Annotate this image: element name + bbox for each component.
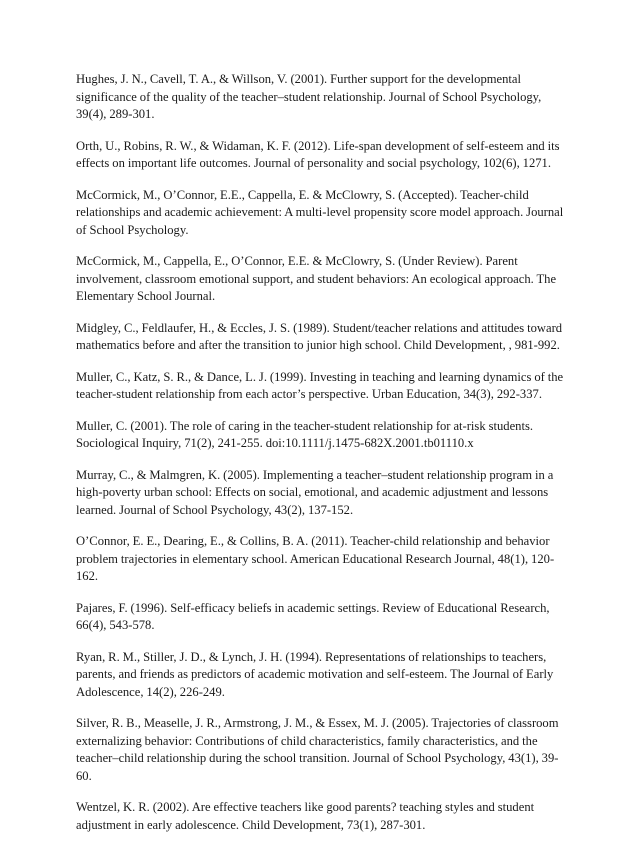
reference-line: significance of the quality of the teacher–student relationship. Journal of School Psychology, xyxy=(76,89,542,104)
reference-entry xyxy=(76,649,572,702)
reference-line: Murray, C., & Malmgren, K. (2005). Implementing a teacher–student relationship program in a xyxy=(76,467,554,482)
reference-entry xyxy=(76,467,572,520)
reference-entry xyxy=(76,71,572,124)
reference-line: Elementary School Journal. xyxy=(76,289,216,303)
reference-line: Silver, R. B., Measelle, J. R., Armstrong, J. M., & Essex, M. J. (2005). Trajectories of classroom xyxy=(76,716,559,730)
reference-entry xyxy=(76,533,572,586)
reference-line: McCormick, M., O’Connor, E.E., Cappella, E. & McClowry, S. (Accepted). Teacher-child xyxy=(76,187,529,202)
reference-line: of School Psychology. xyxy=(76,222,189,237)
reference-line: problem trajectories in elementary school. American Educational Research Journal, 48(1), 120- xyxy=(76,551,555,566)
reference-line: mathematics before and after the transition to junior high school. Child Development, , 981-992. xyxy=(76,338,560,352)
reference-line: Orth, U., Robins, R. W., & Widaman, K. F. (2012). Life-span development of self-esteem and its xyxy=(76,138,560,153)
reference-list xyxy=(76,71,572,848)
reference-entry xyxy=(76,187,572,240)
reference-line: Pajares, F. (1996). Self-efficacy beliefs in academic settings. Review of Educational Research, xyxy=(76,600,550,615)
reference-line: teacher–child relationship during the school transition. Journal of School Psychology, 43(1), 39- xyxy=(76,751,559,765)
reference-line: effects on important life outcomes. Journal of personality and social psychology, 102(6), 1271. xyxy=(76,156,552,170)
reference-entry xyxy=(76,138,572,173)
reference-line: Sociological Inquiry, 71(2), 241-255. doi:10.1111/j.1475-682X.2001.tb01110.x xyxy=(76,436,474,450)
reference-entry xyxy=(76,320,572,355)
reference-line: Wentzel, K. R. (2002). Are effective teachers like good parents? teaching styles and student xyxy=(76,800,535,814)
reference-entry xyxy=(76,369,572,404)
reference-entry xyxy=(76,600,572,635)
reference-line: Hughes, J. N., Cavell, T. A., & Willson, V. (2001). Further support for the developmental xyxy=(76,72,522,86)
reference-line: 60. xyxy=(76,768,92,783)
reference-line: high-poverty urban school: Effects on social, emotional, and academic adjustment and lessons xyxy=(76,485,549,499)
reference-line: Ryan, R. M., Stiller, J. D., & Lynch, J. H. (1994). Representations of relationships to teachers, xyxy=(76,649,547,664)
reference-line: parents, and friends as predictors of academic motivation and self-esteem. The Journal of Early xyxy=(76,667,554,681)
reference-entry xyxy=(76,253,572,306)
reference-line: learned. Journal of School Psychology, 43(2), 137-152. xyxy=(76,502,354,517)
reference-entry xyxy=(76,799,572,834)
reference-line: 66(4), 543-578. xyxy=(76,618,155,632)
reference-entry xyxy=(76,418,572,453)
reference-line: externalizing behavior: Contributions of child characteristics, family characteristics, and the xyxy=(76,733,538,748)
reference-entry xyxy=(76,715,572,785)
reference-line: Muller, C. (2001). The role of caring in the teacher-student relationship for at-risk students. xyxy=(76,418,534,433)
reference-line: Midgley, C., Feldlaufer, H., & Eccles, J. S. (1989). Student/teacher relations and attitudes toward xyxy=(76,320,563,335)
reference-line: Muller, C., Katz, S. R., & Dance, L. J. (1999). Investing in teaching and learning dynamics of the xyxy=(76,369,564,384)
reference-line: teacher-student relationship from each actor’s perspective. Urban Education, 34(3), 292-337. xyxy=(76,387,542,401)
reference-line: O’Connor, E. E., Dearing, E., & Collins, B. A. (2011). Teacher-child relationship and behavior xyxy=(76,534,550,548)
reference-line: involvement, classroom emotional support, and student behaviors: An ecological approach. The xyxy=(76,271,557,286)
reference-line: McCormick, M., Cappella, E., O’Connor, E.E. & McClowry, S. (Under Review). Parent xyxy=(76,254,518,268)
reference-line: 39(4), 289-301. xyxy=(76,107,155,121)
reference-line: Adolescence, 14(2), 226-249. xyxy=(76,684,225,699)
reference-line: adjustment in early adolescence. Child Development, 73(1), 287-301. xyxy=(76,817,426,832)
reference-line: relationships and academic achievement: A multi-level propensity score model approach. Journal xyxy=(76,205,564,219)
reference-line: 162. xyxy=(76,569,99,583)
